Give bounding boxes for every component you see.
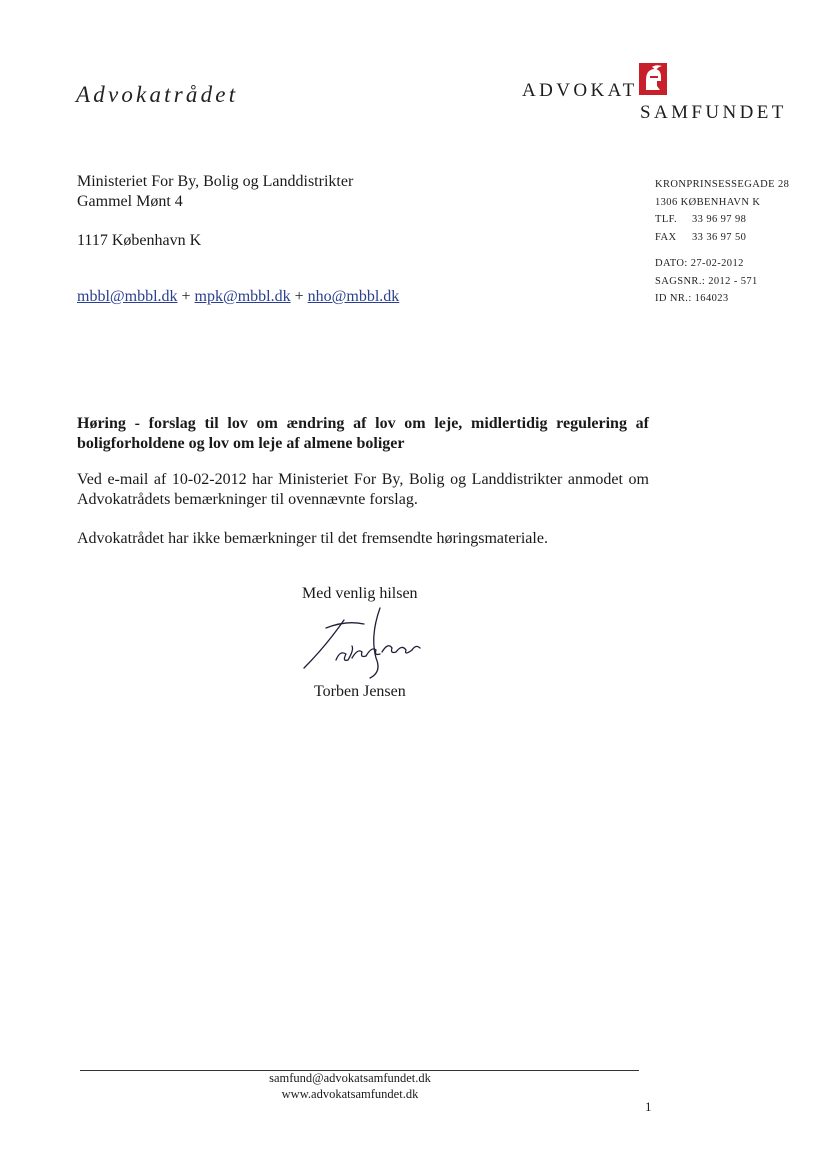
signer-name: Torben Jensen [314,683,406,700]
sender-info [655,176,789,308]
footer-email: samfund@advokatsamfundet.dk [269,1071,431,1085]
recipient-street: Gammel Mønt 4 [77,193,183,210]
body-paragraph-1: Ved e-mail af 10-02-2012 har Ministeriet For By, Bolig og Landdistrikter anmodet om Advokatrådets bemærkninger til ovennævnte forslag. [77,471,649,508]
email-link-mpk[interactable]: mpk@mbbl.dk [194,288,291,305]
recipient-city: 1117 København K [77,232,202,249]
phone-value: 33 96 97 98 [692,214,747,225]
brand-advokatraadet: Advokatrådet [76,82,239,107]
fax-value: 33 36 97 50 [692,231,747,243]
email-separator: + [294,288,304,305]
recipient-address [77,172,353,212]
body-paragraph-2: Advokatrådet har ikke bemærkninger til det fremsendte høringsmateriale. [77,530,548,547]
logo-advokat: ADVOKAT [522,80,638,101]
knight-helmet-icon [638,62,668,96]
logo-samfundet: SAMFUNDET [640,102,787,123]
letter-date: DATO: 27-02-2012 [655,258,744,269]
email-link-mbbl[interactable]: mbbl@mbbl.dk [77,288,178,305]
email-separator: + [181,288,191,305]
fax-label: FAX [655,231,677,243]
sender-street: KRONPRINSESSEGADE 28 [655,179,790,190]
footer-website: www.advokatsamfundet.dk [281,1087,419,1101]
sender-fax [655,229,789,247]
id-number: ID NR.: 164023 [655,293,729,304]
closing-greeting: Med venlig hilsen [302,585,418,602]
sender-phone [655,211,789,229]
recipient-emails [77,288,399,306]
email-link-nho[interactable]: nho@mbbl.dk [307,288,400,305]
recipient-name: Ministeriet For By, Bolig og Landdistrikter [77,173,354,190]
handwritten-signature [296,606,430,680]
page-number: 1 [645,1099,652,1114]
letter-subject: Høring - forslag til lov om ændring af lov om leje, midlertidig regulering af boligforholdene og lov om leje af almene boliger [77,415,649,452]
case-number: SAGSNR.: 2012 - 571 [655,275,758,287]
phone-label: TLF. [655,214,678,225]
sender-city: 1306 KØBENHAVN K [655,196,761,208]
